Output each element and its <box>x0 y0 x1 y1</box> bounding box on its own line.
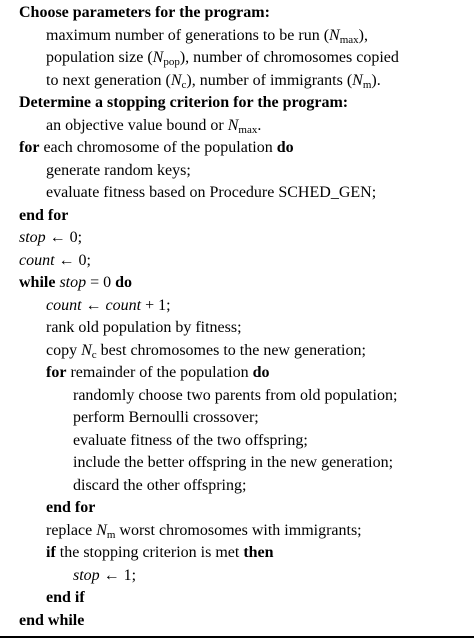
algorithm-line <box>46 495 95 520</box>
line-text: population size ( <box>46 49 153 66</box>
algorithm-line <box>46 360 270 385</box>
algorithm-line <box>46 338 366 363</box>
algorithm-line <box>46 45 399 70</box>
line-text: ), <box>358 26 368 44</box>
math-variable: count <box>19 251 55 269</box>
line-text: worst chromosomes with immigrants; <box>115 521 362 539</box>
bottom-rule <box>0 636 474 638</box>
line-text: ), number of immigrants ( <box>186 71 353 89</box>
algorithm-line <box>73 563 136 588</box>
keyword: if <box>46 544 56 561</box>
subscript: m <box>106 528 116 541</box>
line-text: generate random keys; <box>46 161 191 179</box>
algorithm-line <box>46 158 191 183</box>
keyword: Determine a stopping criterion for the program: <box>19 94 349 111</box>
line-text: discard the other offspring; <box>73 476 247 494</box>
keyword: while <box>19 274 56 291</box>
algorithm-line <box>46 315 242 340</box>
algorithm-line <box>46 113 261 138</box>
line-text: . <box>257 116 262 134</box>
line-text: evaluate fitness based on Procedure SCHED_GEN; <box>46 184 377 201</box>
keyword: for <box>46 364 67 381</box>
math-variable: N <box>96 521 107 539</box>
line-text: ← 0; <box>45 229 83 246</box>
math-variable: N <box>352 71 363 89</box>
algorithm-line <box>46 23 368 48</box>
subscript: m <box>362 78 372 91</box>
algorithm-line <box>73 405 259 430</box>
line-text: include the better offspring in the new generation; <box>73 454 394 471</box>
algorithm-line <box>73 383 397 408</box>
algorithm-line <box>19 270 132 295</box>
algorithm-line <box>46 68 381 93</box>
line-text: ). <box>371 71 381 89</box>
subscript: max <box>238 123 258 136</box>
keyword: end for <box>46 499 96 516</box>
algorithm-line <box>46 585 85 610</box>
algorithm-line <box>19 0 270 25</box>
math-variable: count <box>46 296 82 314</box>
line-text: evaluate fitness of the two offspring; <box>73 431 308 449</box>
math-variable: N <box>170 71 182 89</box>
algorithm-line <box>19 225 82 250</box>
algorithm-line <box>19 608 84 633</box>
keyword: for <box>19 139 40 156</box>
math-variable: N <box>152 49 164 66</box>
keyword: do <box>252 364 270 381</box>
line-text: + 1; <box>141 296 171 314</box>
line-text: the stopping criterion is met <box>55 544 244 561</box>
line-text: ← <box>81 296 106 314</box>
line-text: replace <box>46 521 97 539</box>
line-text: each chromosome of the population <box>39 139 277 156</box>
line-text: best chromosomes to the new generation; <box>96 341 366 359</box>
algorithm-line <box>19 248 91 273</box>
keyword: do <box>276 139 294 156</box>
algorithm-line <box>19 90 348 115</box>
line-text: randomly choose two parents from old population; <box>73 386 398 404</box>
line-text: to next generation ( <box>46 71 171 89</box>
math-variable: stop <box>59 274 87 291</box>
subscript: c <box>181 78 187 91</box>
algorithm-line <box>46 518 362 543</box>
keyword: end while <box>19 611 85 629</box>
line-text: perform Bernoulli crossover; <box>73 409 259 426</box>
algorithm-line <box>73 428 308 453</box>
line-text: copy <box>46 341 82 359</box>
algorithm-line <box>19 135 294 160</box>
math-variable: N <box>329 26 340 44</box>
keyword: then <box>243 544 274 561</box>
algorithm-line <box>73 473 246 498</box>
keyword: end if <box>46 589 85 606</box>
algorithm-line <box>46 540 274 565</box>
math-variable: N <box>227 116 239 134</box>
subscript: max <box>339 33 359 46</box>
line-text: ← 0; <box>54 251 91 269</box>
math-variable: count <box>105 296 142 314</box>
line-text: an objective value bound or <box>46 116 228 134</box>
line-text: ← 1; <box>99 566 137 584</box>
keyword: do <box>115 274 133 291</box>
algorithm-line <box>46 180 376 205</box>
algorithm-line <box>73 450 393 475</box>
algorithm-line <box>19 203 68 228</box>
math-variable: stop <box>73 566 100 584</box>
line-text: maximum number of generations to be run ( <box>46 26 330 44</box>
line-text: remainder of the population <box>66 364 253 381</box>
line-text: = 0 <box>86 274 116 291</box>
keyword: Choose parameters for the program: <box>19 4 270 21</box>
line-text: ), number of chromosomes copied <box>179 49 399 66</box>
line-text: rank old population by fitness; <box>46 319 242 336</box>
keyword: end for <box>19 206 69 224</box>
math-variable: stop <box>19 229 46 246</box>
subscript: pop <box>163 56 180 68</box>
math-variable: N <box>81 341 92 359</box>
subscript: c <box>91 348 97 361</box>
algorithm-line <box>46 293 171 318</box>
